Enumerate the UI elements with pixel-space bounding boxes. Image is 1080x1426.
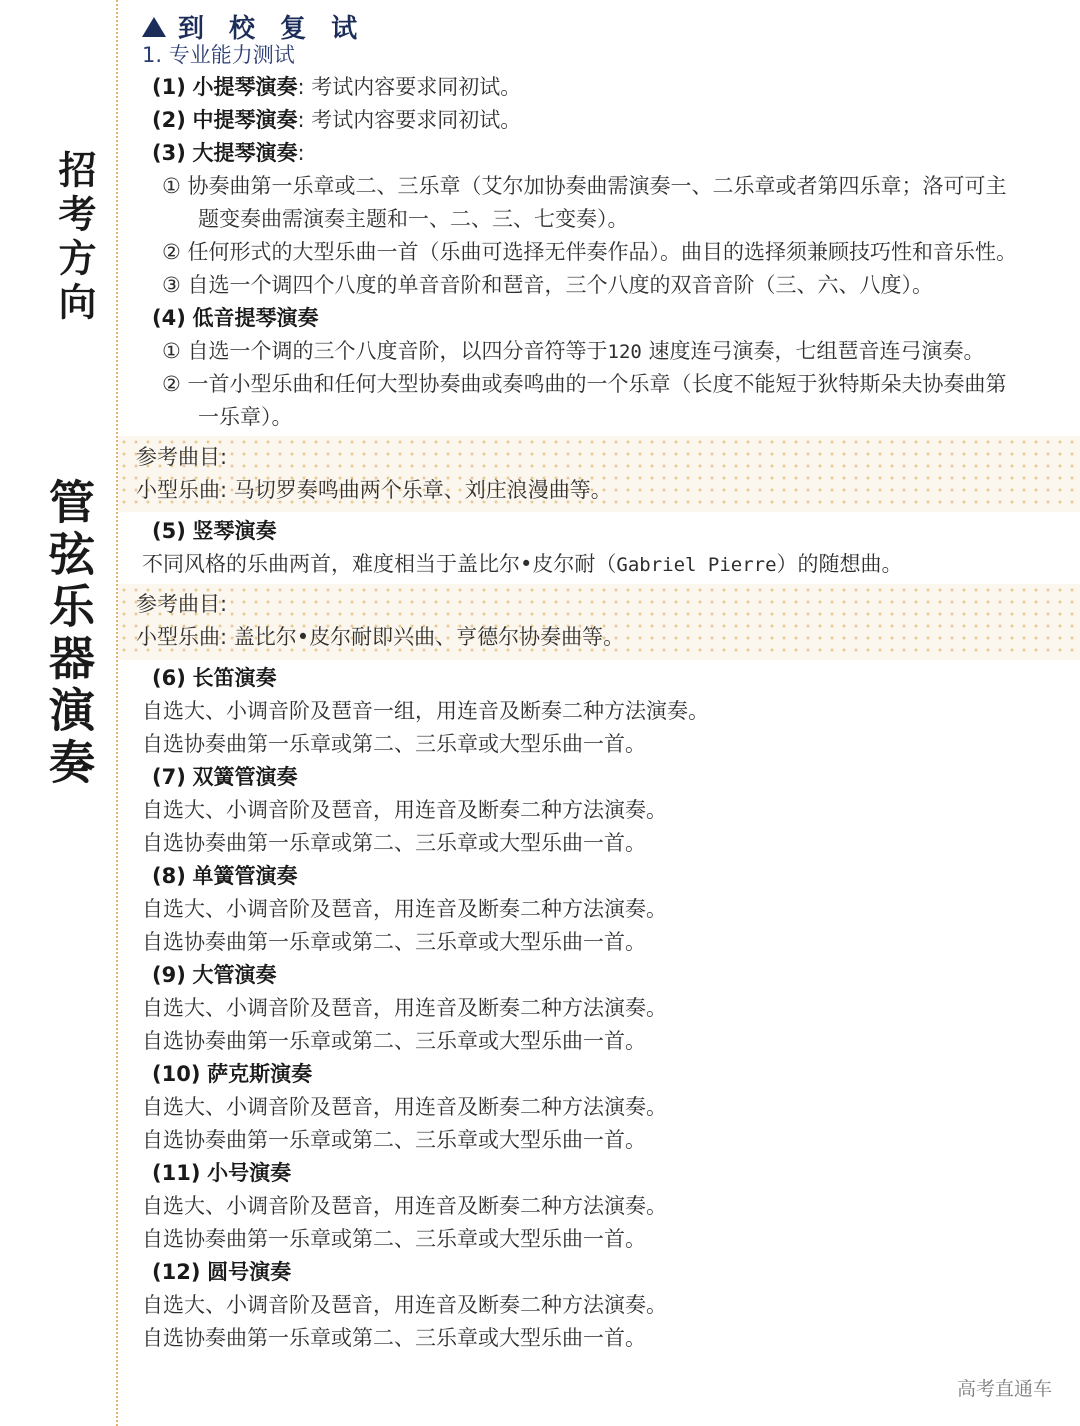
item-clarinet: (8) 单簧管演奏 <box>152 864 298 888</box>
cello-req-1a: ① 协奏曲第一乐章或二、三乐章（艾尔加协奏曲需演奏一、二乐章或者第四乐章；洛可可主 <box>162 174 1007 198</box>
saxophone-req-1: 自选大、小调音阶及琶音，用连音及断奏二种方法演奏。 <box>142 1095 667 1119</box>
reference-title-2: 参考曲目: <box>136 592 228 616</box>
triangle-icon <box>142 17 166 37</box>
reference-title-1: 参考曲目: <box>136 445 228 469</box>
cello-req-2: ② 任何形式的大型乐曲一首（乐曲可选择无伴奏作品）。曲目的选择须兼顾技巧性和音乐性。 <box>162 240 1017 264</box>
cello-req-1b: 题变奏曲需演奏主题和一、二、三、七变奏）。 <box>198 207 629 231</box>
item-violin: (1) 小提琴演奏: 考试内容要求同初试。 <box>152 75 522 99</box>
clarinet-req-1: 自选大、小调音阶及琶音，用连音及断奏二种方法演奏。 <box>142 897 667 921</box>
item-trumpet: (11) 小号演奏 <box>152 1161 292 1185</box>
item-saxophone: (10) 萨克斯演奏 <box>152 1062 313 1086</box>
flute-req-2: 自选协奏曲第一乐章或第二、三乐章或大型乐曲一首。 <box>142 732 646 756</box>
reference-body-1: 小型乐曲: 马切罗奏鸣曲两个乐章、刘庄浪漫曲等。 <box>136 478 612 502</box>
horn-req-1: 自选大、小调音阶及琶音，用连音及断奏二种方法演奏。 <box>142 1293 667 1317</box>
oboe-req-2: 自选协奏曲第一乐章或第二、三乐章或大型乐曲一首。 <box>142 831 646 855</box>
clarinet-req-2: 自选协奏曲第一乐章或第二、三乐章或大型乐曲一首。 <box>142 930 646 954</box>
bass-req-1: ① 自选一个调的三个八度音阶，以四分音符等于120 速度连弓演奏，七组琶音连弓演奏。 <box>162 339 985 363</box>
side-title-recruit-direction: 招考方向 <box>52 150 96 326</box>
vertical-divider <box>116 0 118 1426</box>
bass-req-2b: 一乐章）。 <box>198 405 293 429</box>
item-oboe: (7) 双簧管演奏 <box>152 765 298 789</box>
side-title-instrument: 管弦乐器演奏 <box>42 478 96 790</box>
reference-body-2: 小型乐曲: 盖比尔•皮尔耐即兴曲、亨德尔协奏曲等。 <box>136 625 625 649</box>
item-cello: (3) 大提琴演奏: <box>152 141 305 165</box>
bassoon-req-2: 自选协奏曲第一乐章或第二、三乐章或大型乐曲一首。 <box>142 1029 646 1053</box>
harp-req: 不同风格的乐曲两首，难度相当于盖比尔•皮尔耐（Gabriel Pierre）的随想曲。 <box>142 552 903 576</box>
trumpet-req-1: 自选大、小调音阶及琶音，用连音及断奏二种方法演奏。 <box>142 1194 667 1218</box>
bass-req-2a: ② 一首小型乐曲和任何大型协奏曲或奏鸣曲的一个乐章（长度不能短于狄特斯朵夫协奏曲第 <box>162 372 1007 396</box>
trumpet-req-2: 自选协奏曲第一乐章或第二、三乐章或大型乐曲一首。 <box>142 1227 646 1251</box>
item-flute: (6) 长笛演奏 <box>152 666 277 690</box>
flute-req-1: 自选大、小调音阶及琶音一组，用连音及断奏二种方法演奏。 <box>142 699 709 723</box>
oboe-req-1: 自选大、小调音阶及琶音，用连音及断奏二种方法演奏。 <box>142 798 667 822</box>
item-bassoon: (9) 大管演奏 <box>152 963 277 987</box>
saxophone-req-2: 自选协奏曲第一乐章或第二、三乐章或大型乐曲一首。 <box>142 1128 646 1152</box>
item-viola: (2) 中提琴演奏: 考试内容要求同初试。 <box>152 108 522 132</box>
item-double-bass: (4) 低音提琴演奏 <box>152 306 319 330</box>
cello-req-3: ③ 自选一个调四个八度的单音音阶和琶音，三个八度的双音音阶（三、六、八度）。 <box>162 273 933 297</box>
item-horn: (12) 圆号演奏 <box>152 1260 292 1284</box>
item-harp: (5) 竖琴演奏 <box>152 519 277 543</box>
bassoon-req-1: 自选大、小调音阶及琶音，用连音及断奏二种方法演奏。 <box>142 996 667 1020</box>
horn-req-2: 自选协奏曲第一乐章或第二、三乐章或大型乐曲一首。 <box>142 1326 646 1350</box>
subsection-title: 1. 专业能力测试 <box>142 43 295 67</box>
watermark-text: 高考直通车 <box>956 1378 1052 1400</box>
heading-text: 到 校 复 试 <box>178 14 366 44</box>
